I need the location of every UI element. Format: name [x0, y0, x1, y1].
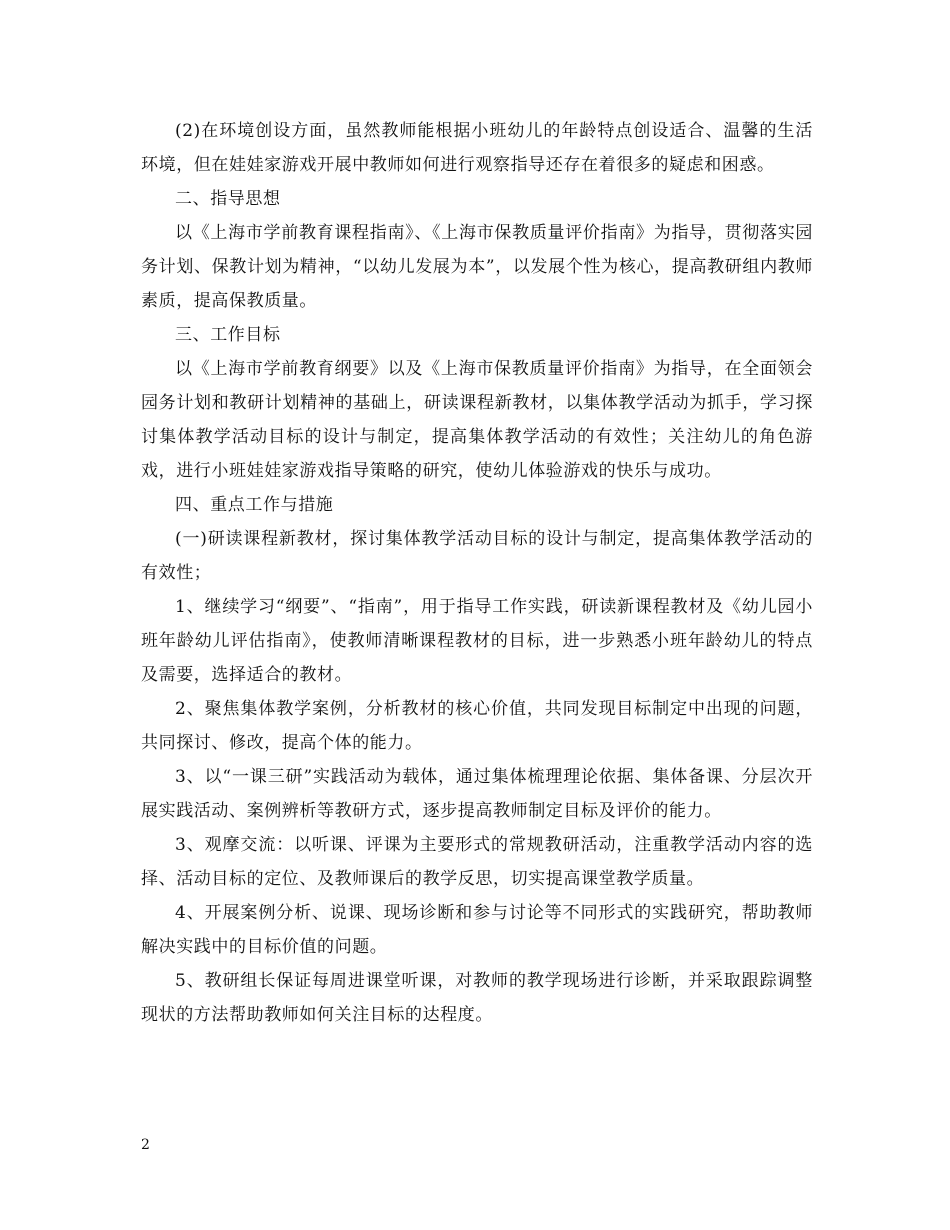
- heading-work-goals: 三、工作目标: [175, 325, 281, 345]
- heading-key-work-measures: 四、重点工作与措施: [175, 495, 334, 515]
- paragraph-guiding-ideology: 以《上海市学前教育课程指南》、《上海市保教质量评价指南》为指导，贯彻落实园务计划、保教计划为精神，“以幼儿发展为本”，以发展个性为核心，提高教研组内教师素质，提高保教质量。: [141, 223, 813, 311]
- paragraph-environment-creation: (2)在环境创设方面，虽然教师能根据小班幼儿的年龄特点创设适合、温馨的生活环境，但在娃娃家游戏开展中教师如何进行观察指导还存在着很多的疑虑和困惑。: [141, 121, 813, 175]
- page-number: 2: [141, 1137, 150, 1153]
- subheading-curriculum-study: (一)研读课程新教材，探讨集体教学活动目标的设计与制定，提高集体教学活动的有效性；: [141, 529, 813, 583]
- document-body: [141, 114, 813, 1032]
- list-item-1-continue-study: 1、继续学习“纲要”、“指南”，用于指导工作实践，研读新课程教材及《幼儿园小班年龄幼儿评估指南》，使教师清晰课程教材的目标，进一步熟悉小班年龄幼儿的特点及需要，选择适合的教材。: [141, 597, 813, 685]
- list-item-4-case-analysis: 4、开展案例分析、说课、现场诊断和参与讨论等不同形式的实践研究，帮助教师解决实践中的目标价值的问题。: [141, 903, 813, 957]
- heading-guiding-ideology: 二、指导思想: [175, 189, 281, 209]
- paragraph-work-goals: 以《上海市学前教育纲要》以及《上海市保教质量评价指南》为指导，在全面领会园务计划和教研计划精神的基础上，研读课程新教材，以集体教学活动为抓手，学习探讨集体教学活动目标的设计与制定，提高集体教学活动的有效性；关注幼儿的角色游戏，进行小班娃娃家游戏指导策略的研究，使幼儿体验游戏的快乐与成功。: [141, 359, 813, 481]
- list-item-2-teaching-cases: 2、聚焦集体教学案例，分析教材的核心价值，共同发现目标制定中出现的问题，共同探讨、修改，提高个体的能力。: [141, 699, 813, 753]
- list-item-5-class-observation: 5、教研组长保证每周进课堂听课，对教师的教学现场进行诊断，并采取跟踪调整现状的方法帮助教师如何关注目标的达程度。: [141, 971, 813, 1025]
- list-item-3-one-lesson-three-studies: 3、以“一课三研”实践活动为载体，通过集体梳理理论依据、集体备课、分层次开展实践活动、案例辨析等教研方式，逐步提高教师制定目标及评价的能力。: [141, 767, 813, 821]
- list-item-3-observation-exchange: 3、观摩交流：以听课、评课为主要形式的常规教研活动，注重教学活动内容的选择、活动目标的定位、及教师课后的教学反思，切实提高课堂教学质量。: [141, 835, 813, 889]
